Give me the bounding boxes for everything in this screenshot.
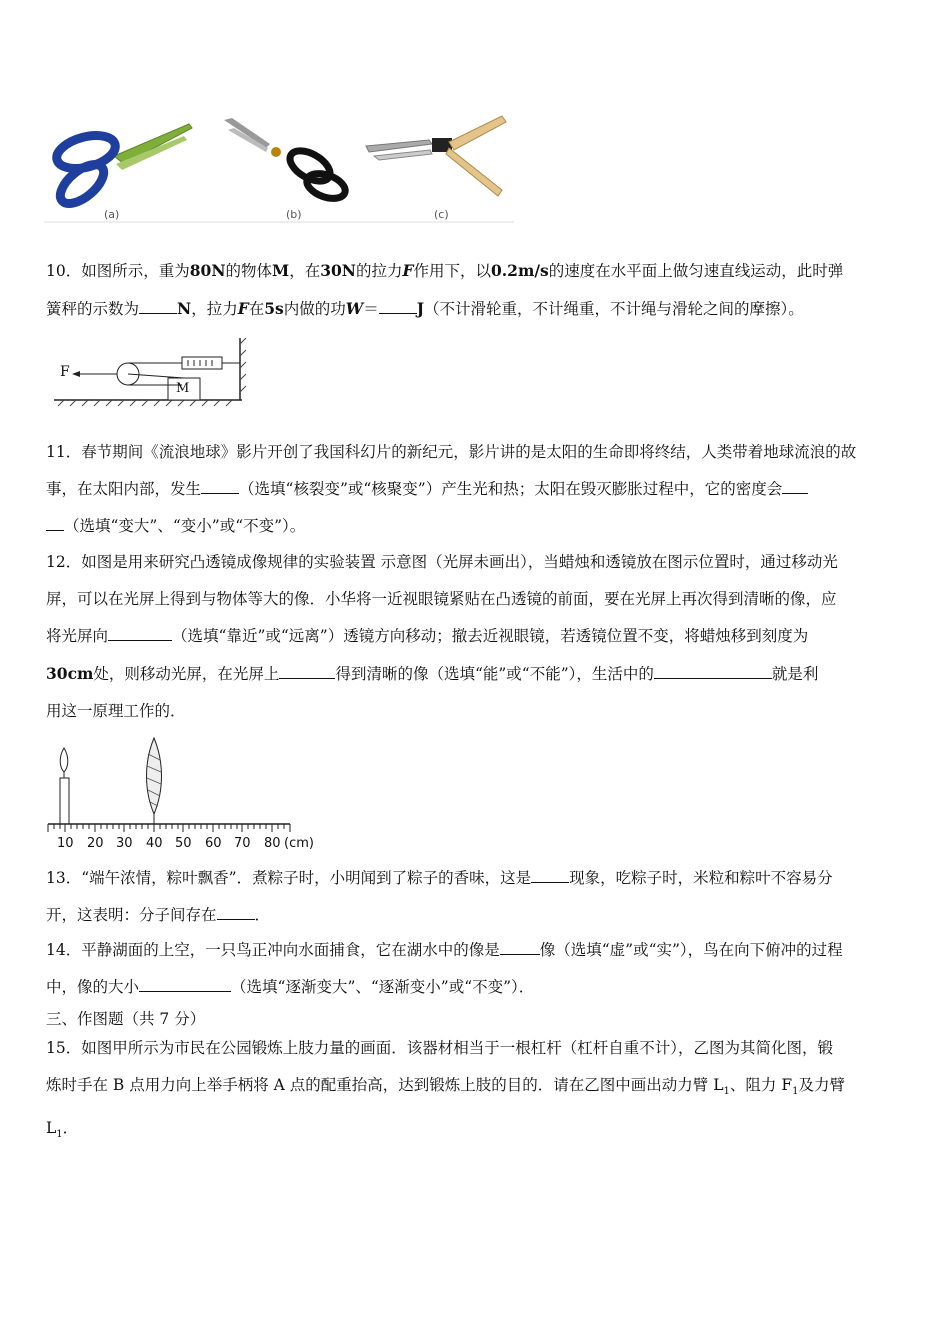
q11-line3: （选填“变大”、“变小”或“不变”）。	[46, 508, 908, 545]
ruler-labels	[44, 836, 334, 854]
q12-line5: 用这一原理工作的．	[46, 702, 186, 720]
optical-bench-figure	[44, 734, 334, 858]
q10-line2: 簧秤的示数为 N，拉力F在5s内做的功W＝ J（不计滑轮重，不计绳重，不计绳与滑轮之间的摩擦）。	[46, 290, 908, 328]
q12-line1: 12．如图是用来研究凸透镜成像规律的实验装置 示意图（光屏未画出），当蜡烛和透镜放在图示位置时，通过移动光	[46, 553, 838, 571]
ruler-label-unit: (cm)	[284, 836, 314, 851]
q13-line2: 开，这表明：分子间存在 ．	[46, 897, 908, 934]
q13-blank-2[interactable]	[217, 901, 255, 920]
q12-line3: 将光屏向 （选填“靠近”或“远离”）透镜方向移动；撤去近视眼镜，若透镜位置不变，将蜡烛移到刻度为	[46, 618, 908, 655]
ruler-label-70: 70	[234, 836, 251, 851]
ruler-label-20: 20	[87, 836, 104, 851]
q10-blank-2[interactable]	[379, 295, 417, 314]
question-14	[46, 932, 908, 1006]
q12-blank-3[interactable]	[654, 660, 772, 679]
q14-line1: 14．平静湖面的上空，一只鸟正冲向水面捕食，它在湖水中的像是 像（选填“虚”或“实”），鸟在向下俯冲的过程	[46, 932, 908, 969]
pulley-force-label: F	[60, 364, 70, 380]
scissors-a	[53, 124, 192, 211]
q12-line2: 屏，可以在光屏上得到与物体等大的像．小华将一近视眼镜紧贴在凸透镜的前面，要在光屏上再次得到清晰的像，应	[46, 590, 837, 608]
scissors-c	[366, 116, 506, 196]
q10-line1: 10．如图所示，重为80N的物体M，在30N的拉力F作用下，以0.2m/s的速度在水平面上做匀速直线运动，此时弹	[46, 261, 844, 280]
q12-blank-2[interactable]	[279, 660, 335, 679]
ruler-label-50: 50	[175, 836, 192, 851]
ruler-label-60: 60	[205, 836, 222, 851]
question-15	[46, 1030, 908, 1153]
q13-line1: 13．“端午浓情，粽叶飘香”．煮粽子时，小明闻到了粽子的香味，这是 现象，吃粽子时，米粒和粽叶不容易分	[46, 860, 908, 897]
q14-blank-1[interactable]	[500, 936, 540, 955]
ruler-label-10: 10	[57, 836, 74, 851]
q14-line2: 中，像的大小 （选填“逐渐变大”、“逐渐变小”或“不变”）．	[46, 969, 908, 1006]
ruler-label-30: 30	[116, 836, 133, 851]
q11-line1: 11．春节期间《流浪地球》影片开创了我国科幻片的新纪元，影片讲的是太阳的生命即将终结，人类带着地球流浪的故	[46, 443, 857, 461]
pulley-figure	[54, 336, 254, 410]
q15-line2: 炼时手在 B 点用力向上举手柄将 A 点的配重抬高，达到锻炼上肢的目的．请在乙图中画出动力臂 $L_1$、阻力 $F_1$及力臂	[46, 1076, 845, 1098]
q14-blank-2[interactable]	[139, 973, 231, 992]
q12-blank-1[interactable]	[108, 622, 172, 641]
scissors-b	[224, 118, 349, 203]
q11-line2: 事，在太阳内部，发生 （选填“核裂变”或“核聚变”）产生光和热；太阳在毁灭膨胀过程中，它的密度会	[46, 471, 908, 508]
q11-blank-2a[interactable]	[782, 475, 808, 494]
caption-c: (c)	[434, 208, 449, 221]
scissors-figure	[44, 108, 514, 228]
ruler-label-80: 80	[264, 836, 281, 851]
caption-b: (b)	[286, 208, 302, 221]
ruler-label-40: 40	[146, 836, 163, 851]
question-10	[46, 252, 908, 328]
pulley-mass-label: M	[176, 381, 190, 396]
q11-blank-1[interactable]	[201, 475, 239, 494]
question-12	[46, 544, 908, 730]
section-3-title: 三、作图题（共 7 分）	[46, 1010, 206, 1028]
caption-a: (a)	[104, 208, 120, 221]
question-13	[46, 860, 908, 934]
pulley-diagram	[54, 336, 254, 410]
q15-line3: $L_1$．	[46, 1119, 79, 1141]
q13-blank-1[interactable]	[531, 864, 569, 883]
q11-blank-2b[interactable]	[46, 512, 64, 531]
q15-line1: 15．如图甲所示为市民在公园锻炼上肢力量的画面．该器材相当于一根杠杆（杠杆自重不计），乙图为其简化图，锻	[46, 1039, 833, 1057]
question-11	[46, 434, 908, 545]
q10-blank-1[interactable]	[139, 295, 177, 314]
q12-line4: 30cm处，则移动光屏，在光屏上 得到清晰的像（选填“能”或“不能”），生活中的 就是利	[46, 655, 908, 693]
